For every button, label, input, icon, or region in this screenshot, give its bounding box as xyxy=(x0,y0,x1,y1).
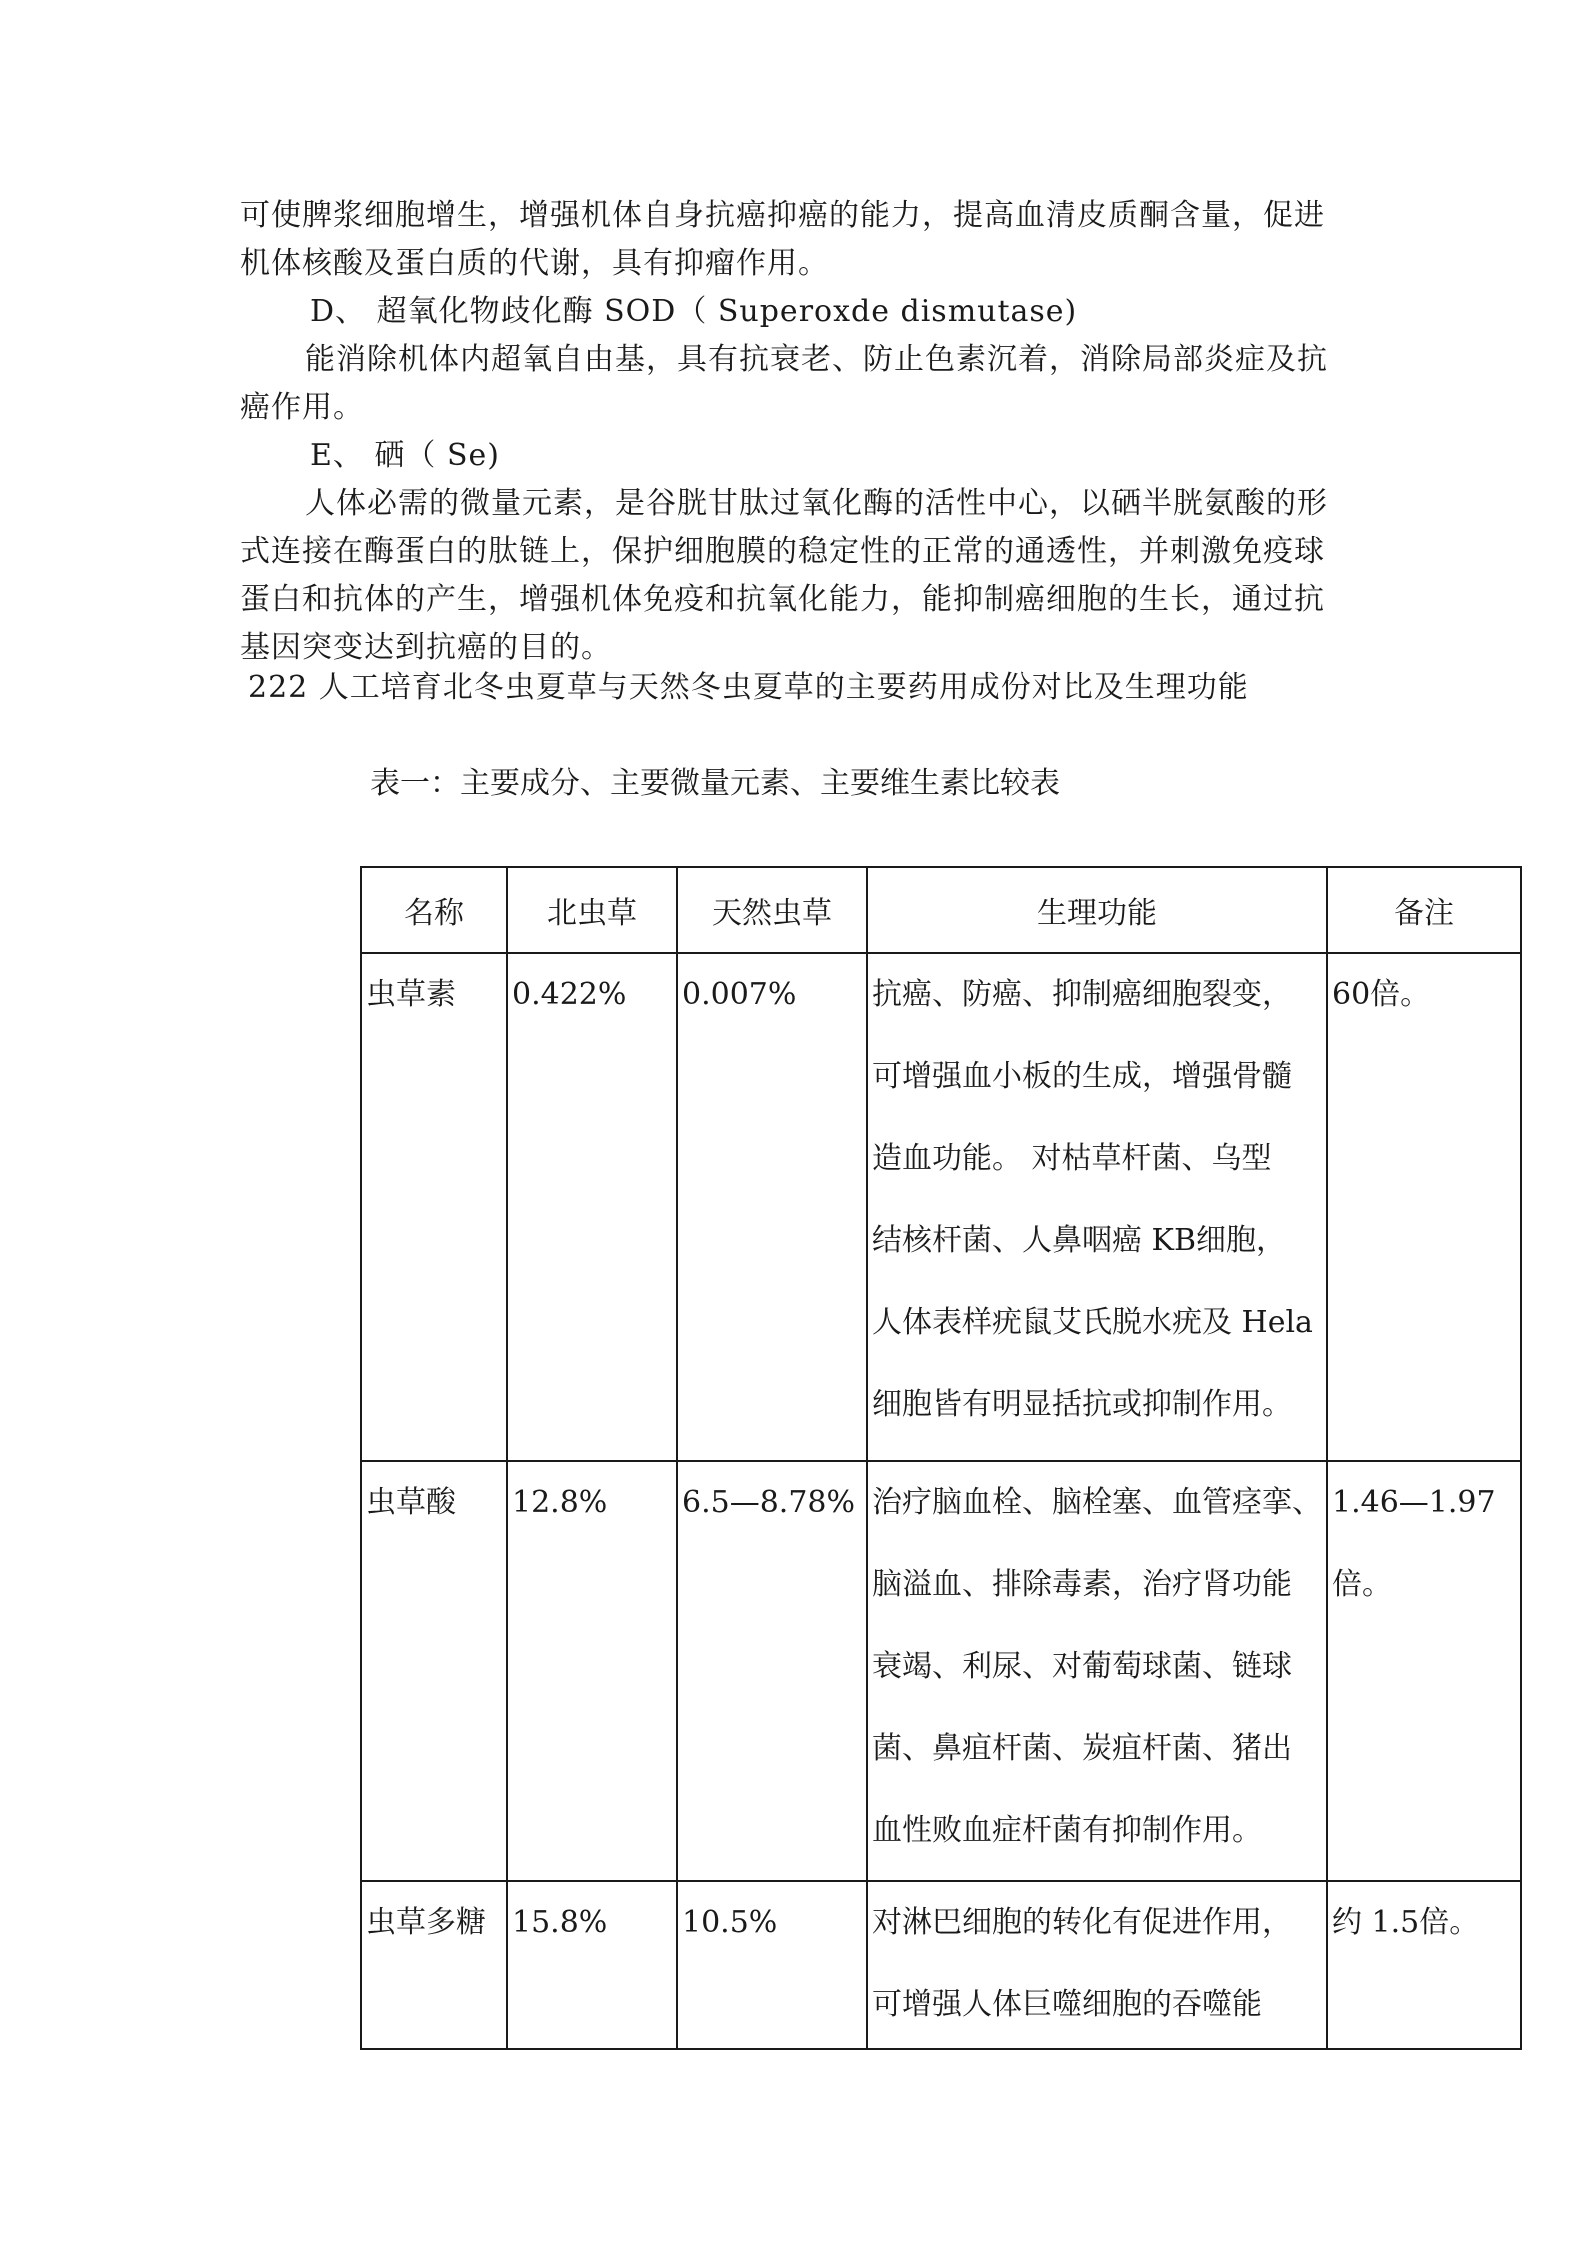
comparison-table xyxy=(360,866,1522,2050)
paragraph-line: 式连接在酶蛋白的肽链上，保护细胞膜的稳定性的正常的通透性，并刺激免疫球 xyxy=(240,534,1325,569)
function-line: 治疗脑血栓、脑栓塞、血管痉挛、 xyxy=(872,1485,1322,1520)
cell-wild: 10.5% xyxy=(677,1881,867,2049)
function-line: 结核杆菌、人鼻咽癌 KB细胞， xyxy=(872,1223,1286,1258)
cell-note xyxy=(1327,953,1521,1461)
table-header-row xyxy=(361,867,1521,953)
header-north: 北虫草 xyxy=(507,867,677,953)
cell-function xyxy=(867,1881,1327,2049)
function-line: 抗癌、防癌、抑制癌细胞裂变， xyxy=(872,977,1292,1012)
table-body xyxy=(361,953,1521,2049)
table-row xyxy=(361,1461,1521,1881)
cell-name: 虫草酸 xyxy=(361,1461,507,1881)
header-note: 备注 xyxy=(1327,867,1521,953)
paragraph-line: 机体核酸及蛋白质的代谢，具有抑瘤作用。 xyxy=(240,246,829,281)
cell-name: 虫草多糖 xyxy=(361,1881,507,2049)
function-line: 可增强人体巨噬细胞的吞噬能 xyxy=(872,1987,1262,2022)
section-heading-222: 222 人工培育北冬虫夏草与天然冬虫夏草的主要药用成份对比及生理功能 xyxy=(248,670,1249,705)
paragraph-line: 基因突变达到抗癌的目的。 xyxy=(240,630,612,665)
paragraph-line: 能消除机体内超氧自由基，具有抗衰老、防止色素沉着，消除局部炎症及抗 xyxy=(305,342,1328,377)
note-line: 1.46—1.97 xyxy=(1332,1485,1496,1520)
note-line: 约 1.5倍。 xyxy=(1332,1905,1480,1940)
paragraph-line: 癌作用。 xyxy=(240,390,364,425)
note-line: 60倍。 xyxy=(1332,977,1431,1012)
table-caption: 表一：主要成分、主要微量元素、主要维生素比较表 xyxy=(370,766,1060,801)
cell-function xyxy=(867,1461,1327,1881)
function-line: 脑溢血、排除毒素，治疗肾功能 xyxy=(872,1567,1292,1602)
cell-north: 12.8% xyxy=(507,1461,677,1881)
cell-wild: 6.5—8.78% xyxy=(677,1461,867,1881)
function-line: 衰竭、利尿、对葡萄球菌、链球 xyxy=(872,1649,1292,1684)
paragraph-line: 蛋白和抗体的产生，增强机体免疫和抗氧化能力，能抑制癌细胞的生长，通过抗 xyxy=(240,582,1325,617)
subheading-se: E、 硒（ Se) xyxy=(310,438,500,473)
header-name: 名称 xyxy=(361,867,507,953)
cell-wild: 0.007% xyxy=(677,953,867,1461)
table-row xyxy=(361,1881,1521,2049)
function-line: 菌、鼻疽杆菌、炭疽杆菌、猪出 xyxy=(872,1731,1292,1766)
note-line: 倍。 xyxy=(1332,1567,1392,1602)
header-function: 生理功能 xyxy=(867,867,1327,953)
function-line: 对淋巴细胞的转化有促进作用， xyxy=(872,1905,1292,1940)
paragraph-line: 可使脾浆细胞增生，增强机体自身抗癌抑癌的能力，提高血清皮质酮含量，促进 xyxy=(240,198,1325,233)
table-row xyxy=(361,953,1521,1461)
cell-name: 虫草素 xyxy=(361,953,507,1461)
function-line: 细胞皆有明显括抗或抑制作用。 xyxy=(872,1387,1292,1422)
subheading-sod: D、 超氧化物歧化酶 SOD（ Superoxde dismutase) xyxy=(310,294,1078,329)
paragraph-line: 人体必需的微量元素，是谷胱甘肽过氧化酶的活性中心，以硒半胱氨酸的形 xyxy=(305,486,1328,521)
cell-note xyxy=(1327,1461,1521,1881)
function-line: 人体表样疣鼠艾氏脱水疣及 Hela xyxy=(872,1305,1313,1340)
function-line: 可增强血小板的生成，增强骨髓 xyxy=(872,1059,1292,1094)
function-line: 血性败血症杆菌有抑制作用。 xyxy=(872,1813,1262,1848)
cell-north: 15.8% xyxy=(507,1881,677,2049)
function-line: 造血功能。 对枯草杆菌、乌型 xyxy=(872,1141,1272,1176)
cell-note xyxy=(1327,1881,1521,2049)
header-wild: 天然虫草 xyxy=(677,867,867,953)
cell-function xyxy=(867,953,1327,1461)
cell-north: 0.422% xyxy=(507,953,677,1461)
